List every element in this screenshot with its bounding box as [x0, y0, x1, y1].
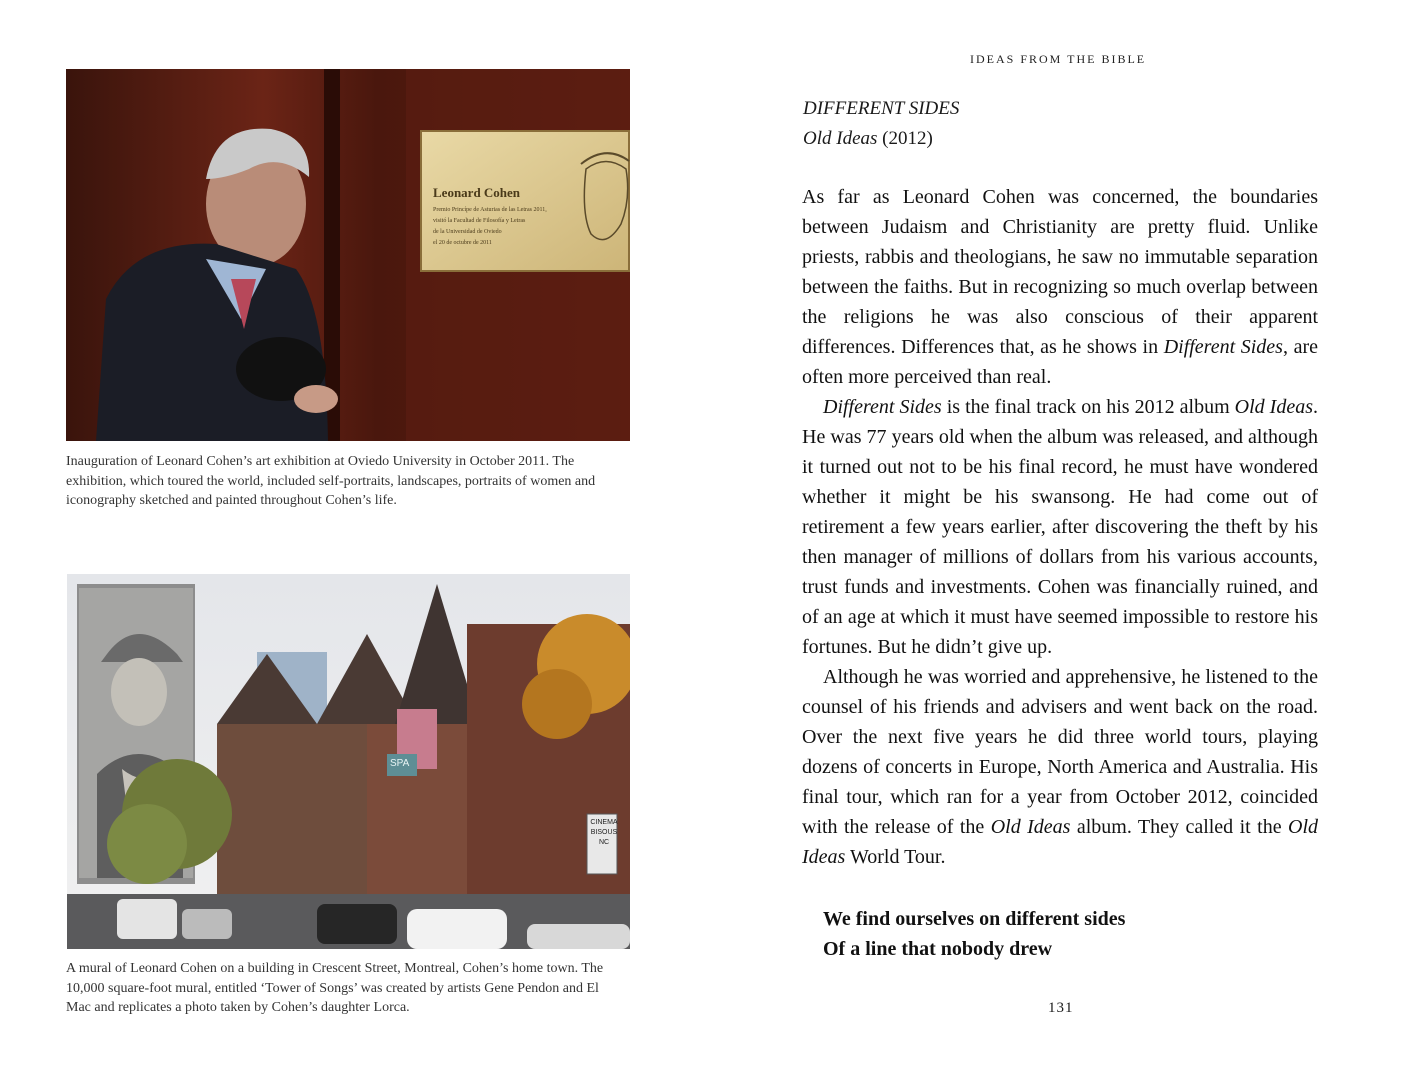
body-paragraph	[802, 392, 1318, 662]
text-run: World Tour.	[845, 846, 946, 868]
shop-sign-line: CINEMA	[590, 819, 618, 826]
text-run: album. They called it the	[1070, 816, 1288, 838]
lyric-line: Of a line that nobody drew	[823, 938, 1053, 960]
italic-run: Old Ideas	[990, 816, 1071, 838]
album-line	[803, 124, 933, 154]
plaque-title: Leonard Cohen	[433, 185, 521, 200]
spa-sign: SPA	[390, 758, 410, 769]
page-number: 131	[1048, 1000, 1074, 1016]
song-title: DIFFERENT SIDES	[803, 98, 960, 119]
caption-mural: A mural of Leonard Cohen on a building in Crescent Street, Montreal, Cohen’s home town. The 10,000 square-foot mural, entitled ‘Tower of Songs’ was created by artists Gene Pendon and El Mac and replicates a photo taken by Cohen’s daughter Lorca.	[66, 961, 604, 1015]
text-run: , are often more perceived than real.	[802, 336, 1318, 388]
album-year: (2012)	[882, 128, 933, 149]
lyric-line: We find ourselves on different sides	[823, 908, 1126, 930]
plaque-line: visitó la Facultad de Filosofía y Letras	[433, 218, 526, 224]
body-text	[802, 182, 1318, 872]
text-run: As far as Leonard Cohen was concerned, the boundaries between Judaism and Christianity are pretty fluid. Unlike priests, rabbis and theologians, he saw no immutable separation between the faiths. But in recognizing so much overlap between the religions he was also conscious of their apparent differences. Differences that, as he shows in	[802, 186, 1318, 358]
italic-run: Different Sides	[823, 396, 942, 418]
italic-run: Different Sides	[1163, 336, 1283, 358]
plaque-line: Premio Princípe de Asturias de las Letras 2011,	[433, 207, 547, 213]
plaque-text	[433, 185, 633, 249]
shop-sign-line: NC	[598, 839, 610, 846]
album-name: Old Ideas	[803, 128, 878, 149]
plaque-line: de la Universidad de Oviedo	[433, 229, 502, 235]
running-head: IDEAS FROM THE BIBLE	[970, 52, 1147, 66]
text-run: Although he was worried and apprehensive, he listened to the counsel of his friends and advisers and went back on the road. Over the next five years he did three world tours, playing dozens of concerts in Europe, North America and Australia. His final tour, which ran for a year from October 2012, coincided with the release of the	[802, 666, 1318, 838]
italic-run: Old Ideas	[802, 816, 1318, 868]
text-run: is the final track on his 2012 album	[941, 396, 1235, 418]
photo-cohen-mural	[67, 574, 630, 949]
text-run: . He was 77 years old when the album was released, and although it turned out not to be his final record, he must have wondered whether it might be his swansong. He had come out of retirement a few years earlier, after discovering the theft by his then manager of millions of dollars from his various accounts, trust funds and investments. Cohen was financially ruined, and of an age at which it must have seemed impossible to restore his fortunes. But he didn’t give up.	[802, 396, 1318, 658]
caption-exhibition: Inauguration of Leonard Cohen’s art exhibition at Oviedo University in October 2011. The exhibition, which toured the world, included self-portraits, landscapes, portraits of women and iconography sketched and painted throughout Cohen’s life.	[66, 454, 596, 508]
photo-cohen-exhibition	[66, 69, 630, 441]
lyric-quote	[823, 904, 1125, 964]
body-paragraph	[802, 662, 1318, 872]
plaque-line: el 20 de octubre de 2011	[433, 240, 492, 246]
italic-run: Old Ideas	[1234, 396, 1313, 418]
body-paragraph	[802, 182, 1318, 392]
shop-sign	[590, 818, 618, 848]
shop-sign-line: BISOUS	[590, 829, 618, 836]
